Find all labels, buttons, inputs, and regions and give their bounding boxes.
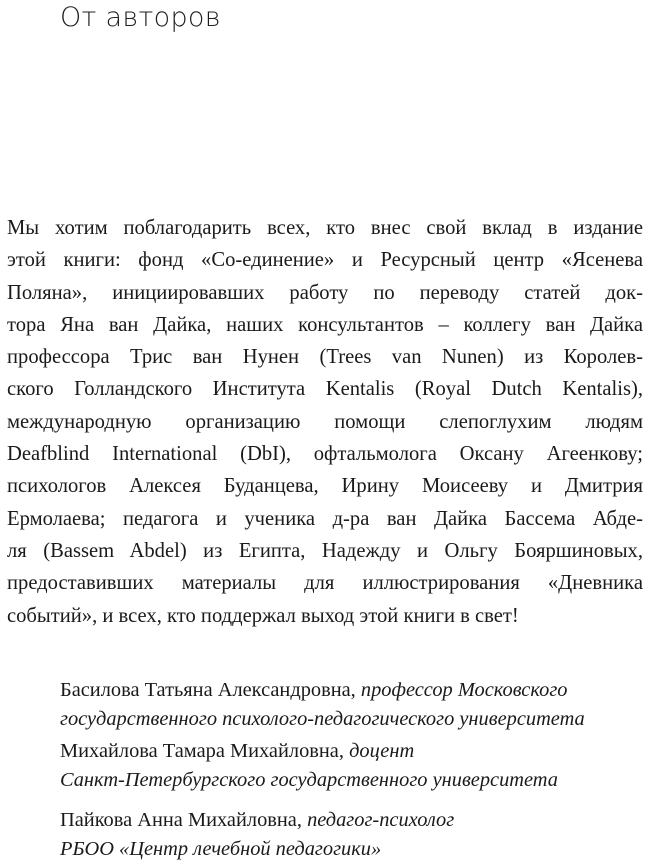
signature-line — [60, 806, 644, 835]
paragraph-line: профессора Трис ван Нунен (Trees van Nunen) из Королев- — [7, 346, 643, 369]
author-position: доцент — [349, 740, 415, 762]
author-affiliation: Санкт-Петербургского государственного университета — [60, 769, 558, 791]
paragraph-line: этой книги: фонд «Со-единение» и Ресурсный центр «Ясенева — [7, 249, 643, 272]
paragraph-line: предоставивших материалы для иллюстрирования «Дневника — [7, 572, 643, 595]
author-affiliation: государственного психолого-педагогического университета — [60, 708, 585, 730]
signature-line — [60, 676, 644, 705]
signature-line — [60, 705, 644, 734]
signature-line — [60, 835, 644, 864]
signature-line — [60, 766, 644, 795]
paragraph-line: Deafblind International (DbI), офтальмолога Оксану Агеенкову; — [7, 443, 643, 466]
author-signature — [60, 806, 644, 864]
paragraph-line: событий», и всех, кто поддержал выход этой книги в свет! — [7, 604, 519, 627]
paragraph-line: Поляна», инициировавших работу по переводу статей док- — [7, 281, 643, 304]
paragraph-line: Мы хотим поблагодарить всех, кто внес свой вклад в издание — [7, 217, 643, 239]
author-position: профессор Московского — [360, 679, 568, 701]
author-position: педагог-психолог — [307, 809, 455, 831]
paragraph-line: ля (Bassem Abdel) из Египта, Надежду и Ольгу Бояршиновых, — [7, 539, 643, 562]
signature-line — [60, 737, 644, 766]
paragraph-line: ского Голландского Института Kentalis (Royal Dutch Kentalis), — [7, 378, 643, 401]
paragraph-line: психологов Алексея Буданцева, Ирину Моисееву и Дмитрия — [7, 475, 643, 498]
author-name: Пайкова Анна Михайловна, — [60, 809, 302, 831]
author-signature — [60, 676, 644, 734]
author-signature — [60, 737, 644, 795]
paragraph-line: тора Яна ван Дайка, наших консультантов – коллегу ван Дайка — [7, 313, 643, 336]
author-name: Михайлова Тамара Михайловна, — [60, 740, 344, 762]
author-affiliation: РБОО «Центр лечебной педагогики» — [60, 838, 382, 860]
acknowledgement-paragraph — [7, 212, 643, 632]
author-name: Басилова Татьяна Александровна, — [60, 679, 356, 701]
page-title: От авторов — [60, 2, 221, 33]
paragraph-line: Ермолаева; педагога и ученика д-ра ван Дайка Бассема Абде- — [7, 507, 643, 530]
paragraph-line: международную организацию помощи слепоглухим людям — [7, 410, 643, 433]
